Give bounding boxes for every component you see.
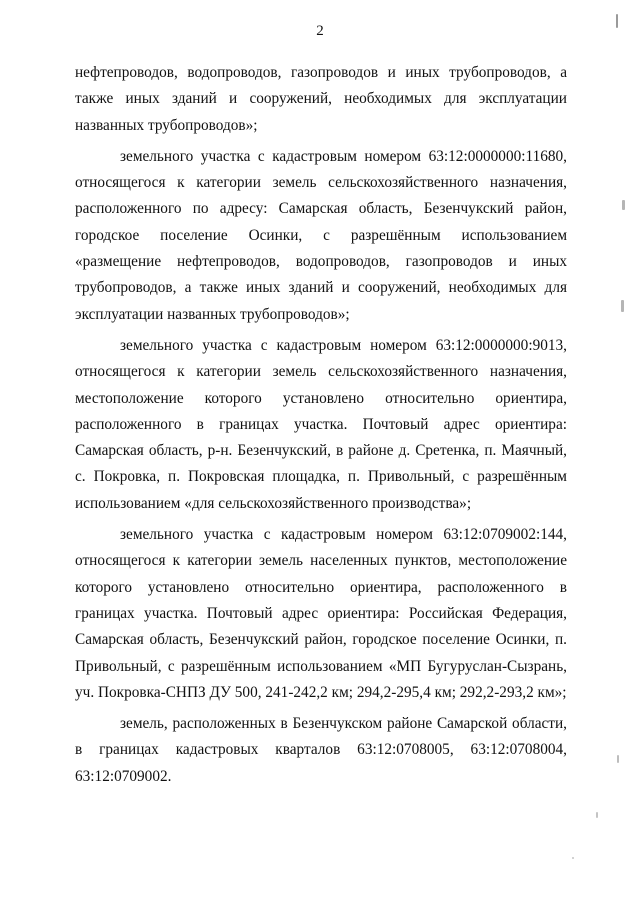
paragraph-plot-144: земельного участка с кадастровым номером 63:12:0709002:144, относящегося к категории земель населенных пунктов, местоположение которого установлено относительно ориентира, расположенного в границах участка. Почтовый адрес ориентира: Российская Федерация, Самарская область, Безенчукский район, городское поселение Осинки, п. Привольный, с разрешённым использованием «МП Бугуруслан-Сызрань, уч. Покровка-СНПЗ ДУ 500, 241-242,2 км; 294,2-295,4 км; 292,2-293,2 км»; — [75, 526, 567, 701]
scan-speck — [622, 200, 625, 210]
scan-speck — [621, 300, 624, 312]
scan-speck — [572, 857, 574, 859]
page-number: 2 — [316, 23, 324, 39]
paragraph-plot-9013: земельного участка с кадастровым номером 63:12:0000000:9013, относящегося к категории земель сельскохозяйственного назначения, местоположение которого установлено относительно ориентира, расположенного в границах участка. Почтовый адрес ориентира: Самарская область, р-н. Безенчукский, в районе д. Сретенка, п. Маячный, с. Покровка, п. Покровская площадка, п. Привольный, с разрешённым использованием «для сельскохозяйственного производства»; — [75, 336, 567, 512]
paragraph-plot-11680: земельного участка с кадастровым номером 63:12:0000000:11680, относящегося к категории земель сельскохозяйственного назначения, расположенного по адресу: Самарская область, Безенчукский район, городское поселение Осинки, с разрешённым использованием «размещение нефтепроводов, водопроводов, газопроводов и иных трубопроводов, а также иных зданий и сооружений, необходимых для эксплуатации названных трубопроводов»; — [75, 147, 567, 323]
paragraph-cadastral-quarters: земель, расположенных в Безенчукском районе Самарской области, в границах кадастровых кварталов 63:12:0708005, 63:12:0708004, 63:12:0709002. — [75, 715, 567, 785]
scan-speck — [617, 755, 619, 763]
scan-speck — [596, 812, 598, 818]
document-body — [75, 60, 567, 795]
paragraph-continuation: нефтепроводов, водопроводов, газопроводов и иных трубопроводов, а также иных зданий и сооружений, необходимых для эксплуатации названных трубопроводов»; — [75, 64, 567, 134]
scan-speck — [616, 14, 618, 28]
